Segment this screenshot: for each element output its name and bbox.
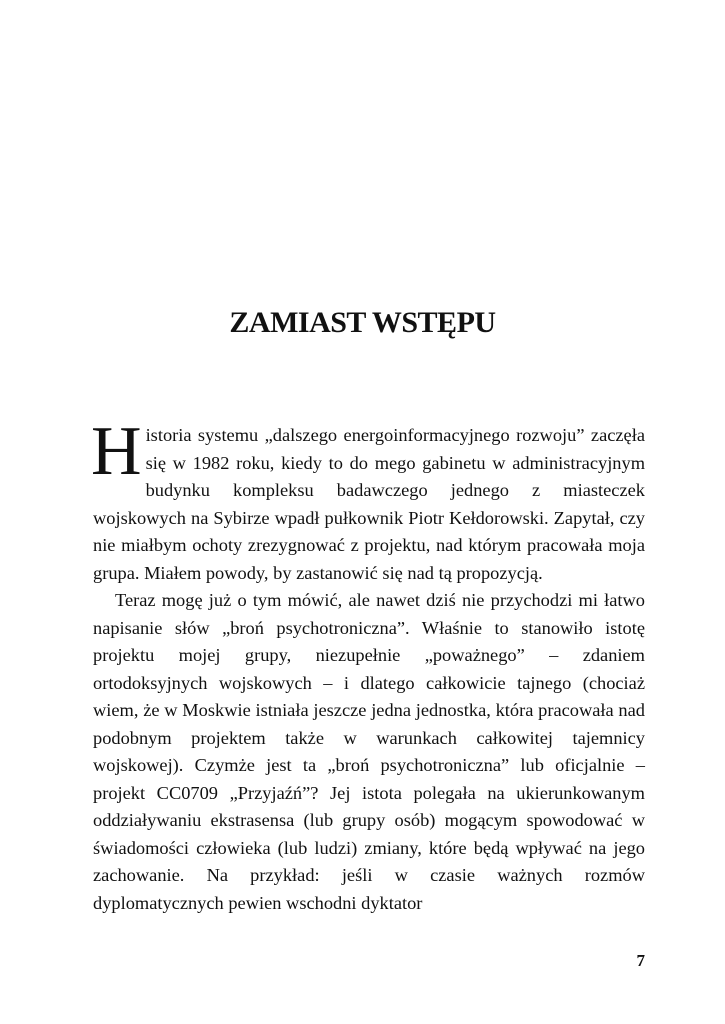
chapter-title: ZAMIAST WSTĘPU	[229, 306, 496, 339]
drop-cap: H	[91, 413, 142, 490]
body-text	[91, 413, 645, 917]
page-number: 7	[636, 951, 645, 970]
paragraph-2: Teraz mogę już o tym mówić, ale nawet dziś nie przychodzi mi łatwo napisanie słów „broń psychotroniczna”. Właśnie to stanowiło istotę projektu mojej grupy, niezupełnie „poważnego” – zdaniem ortodoksyjnych wojskowych – i dlatego całkowicie tajnego (chociaż wiem, że w Moskwie istniała jeszcze jedna jednostka, która pracowała nad podobnym projektem także w warunkach całkowitej tajemnicy wojskowej). Czymże jest ta „broń psychotroniczna” lub oficjalnie – projekt CC0709 „Przyjaźń”? Jej istota polegała na ukierunkowanym oddziaływaniu ekstrasensa (lub grupy osób) mogącym spowodować w świadomości człowieka (lub ludzi) zmiany, które będą wpływać na jego zachowanie. Na przykład: jeśli w czasie ważnych rozmów dyplomatycznych pewien wschodni dyktator	[93, 590, 645, 913]
paragraph-1-text: istoria systemu „dalszego energoinformacyjnego rozwoju” zaczęła się w 1982 roku, kiedy to do mego gabinetu w administracyjnym budynku kompleksu badawczego jednego z miasteczek wojskowych na Sybirze wpadł pułkownik Piotr Kełdorowski. Zapytał, czy nie miałbym ochoty zrezygnować z projektu, nad którym pracowała moja grupa. Miałem powody, by zastanowić się nad tą propozycją.	[93, 425, 645, 583]
paragraph-1	[91, 413, 645, 587]
